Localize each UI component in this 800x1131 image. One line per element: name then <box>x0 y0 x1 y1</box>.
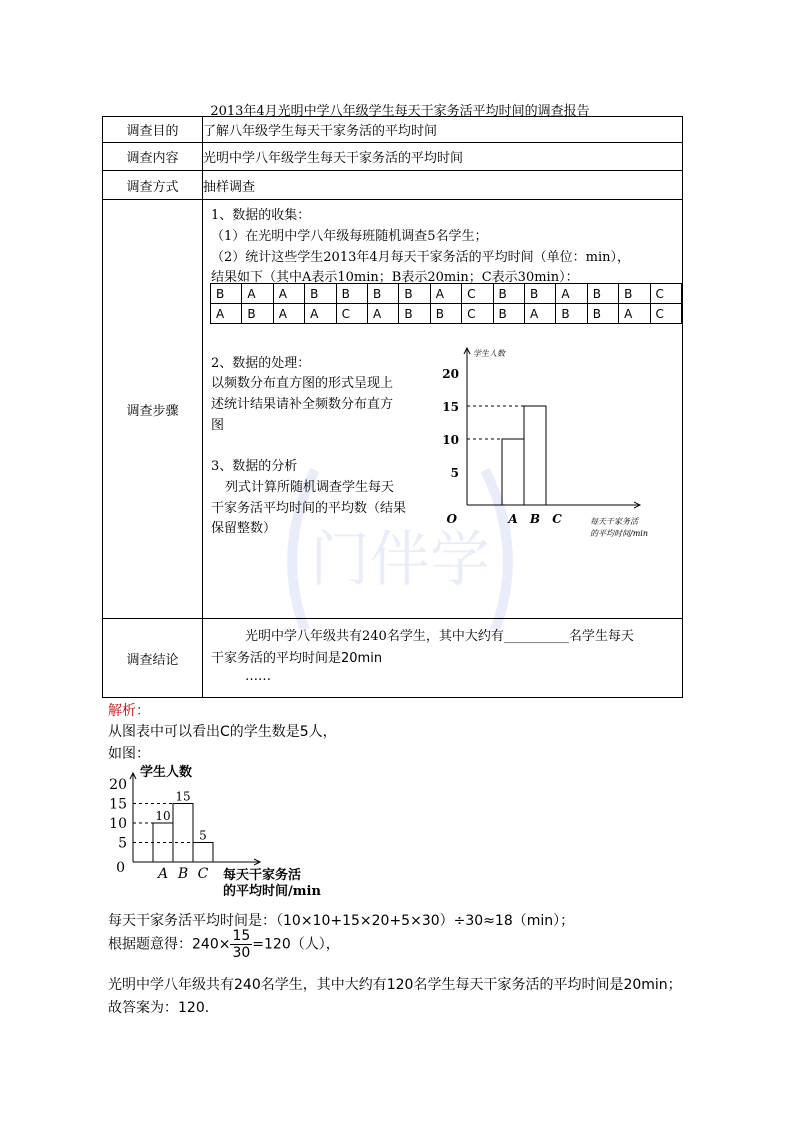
step-text: 干家务活平均时间的平均数（结果 <box>211 501 407 516</box>
data-cell: A <box>211 304 242 324</box>
row-label: 调查内容 <box>103 143 203 171</box>
data-cell: B <box>367 284 398 304</box>
step-text: （2）统计这些学生2013年4月每天干家务活的平均时间（单位：min）， <box>211 250 630 265</box>
x-axis-label: 每天干家务活 <box>223 868 302 883</box>
data-cell: A <box>619 304 650 324</box>
data-cell: B <box>305 284 336 304</box>
histogram-answer <box>108 763 338 908</box>
data-cell: B <box>336 284 367 304</box>
data-cell: C <box>650 284 682 304</box>
fraction-numerator: 15 <box>232 928 251 944</box>
steps-label: 调查步骤 <box>103 200 203 619</box>
data-cell: B <box>430 304 461 324</box>
bar-value-label: 5 <box>199 828 207 843</box>
data-cell: C <box>462 284 493 304</box>
origin-label: 0 <box>116 860 125 876</box>
data-cell: C <box>650 304 682 324</box>
data-cell: A <box>273 304 304 324</box>
origin-label: O <box>446 512 457 526</box>
data-cell: B <box>399 304 430 324</box>
solution-text: 如图： <box>108 746 150 762</box>
y-tick-label: 5 <box>450 466 459 480</box>
data-cell: B <box>619 284 650 304</box>
y-tick-label: 15 <box>442 400 459 414</box>
solution-calc: 每天干家务活平均时间是：（10×10+15×20+5×30）÷30≈18（min）； <box>108 913 575 929</box>
x-category-label: B <box>529 512 541 526</box>
step-text: 结果如下（其中A表示10min；B表示20min；C表示30min）： <box>211 270 579 285</box>
data-cell: B <box>399 284 430 304</box>
x-category-label: A <box>508 512 518 526</box>
data-cell: A <box>273 284 304 304</box>
data-cell: B <box>493 304 524 324</box>
data-cell: C <box>462 304 493 324</box>
y-axis-label: 学生人数 <box>140 765 193 780</box>
ratio-suffix: =120（人）， <box>252 936 340 953</box>
x-axis-label: 每天干家务活 <box>590 517 638 526</box>
bar-value-label: 15 <box>175 789 191 804</box>
data-row <box>211 284 682 304</box>
y-tick-label: 10 <box>442 433 459 447</box>
step-text: 述统计结果请补全频数分布直方 <box>211 397 394 412</box>
data-table <box>210 283 682 324</box>
bar <box>502 439 524 505</box>
report-row <box>103 171 683 200</box>
y-tick-label: 20 <box>109 777 127 793</box>
row-value: 抽样调查 <box>203 171 683 200</box>
step-text: （1）在光明中学八年级每班随机调查5名学生； <box>211 229 488 244</box>
conclusion-text: …… <box>245 669 271 684</box>
data-cell: B <box>242 304 273 324</box>
row-value: 光明中学八年级学生每天干家务活的平均时间 <box>203 143 683 171</box>
data-cell: A <box>367 304 398 324</box>
bar <box>173 804 193 863</box>
watermark-text: 门伴学 <box>310 525 490 595</box>
step-text: 以频数分布直方图的形式呈现上 <box>211 376 394 391</box>
data-cell: B <box>556 304 587 324</box>
data-cell: A <box>556 284 587 304</box>
data-row <box>211 304 682 324</box>
solution-text: 从图表中可以看出C的学生数是5人， <box>108 724 337 740</box>
step-text: 3、数据的分析 <box>211 459 298 474</box>
ratio-prefix: 根据题意得：240× <box>108 936 231 953</box>
data-cell: A <box>242 284 273 304</box>
report-row <box>103 117 683 143</box>
conclusion-content <box>203 619 682 697</box>
x-axis-label: 的平均时间/min <box>223 884 321 899</box>
y-tick-label: 10 <box>109 816 127 832</box>
y-axis-label: 学生人数 <box>473 349 505 358</box>
conclusion-label: 调查结论 <box>103 619 203 698</box>
row-label: 调查目的 <box>103 117 203 143</box>
data-cell: B <box>587 284 618 304</box>
histogram-question <box>425 340 675 550</box>
solution-heading: 解析： <box>108 703 150 719</box>
row-value: 了解八年级学生每天干家务活的平均时间 <box>203 117 683 143</box>
step-text: 保留整数） <box>211 521 277 536</box>
data-cell: A <box>524 304 555 324</box>
bar-value-label: 10 <box>155 809 171 823</box>
step-text: 2、数据的处理： <box>211 356 311 371</box>
bar <box>193 843 213 863</box>
solution-answer: 故答案为：120. <box>108 1000 210 1016</box>
x-category-label: A <box>157 866 169 882</box>
x-category-label: B <box>177 866 189 882</box>
x-category-label: C <box>552 512 562 526</box>
data-cell: B <box>587 304 618 324</box>
data-cell: B <box>493 284 524 304</box>
y-tick-label: 15 <box>109 796 127 813</box>
x-category-label: C <box>197 866 209 882</box>
step-text: 1、数据的收集： <box>211 208 311 223</box>
fraction-denominator: 30 <box>232 945 251 961</box>
data-cell: B <box>211 284 242 304</box>
conclusion-text: 光明中学八年级共有240名学生，其中大约有__________名学生每天 <box>245 629 634 644</box>
bar <box>524 406 546 505</box>
report-row <box>103 143 683 171</box>
step-text: 列式计算所随机调查学生每天 <box>225 480 395 495</box>
conclusion-text: 干家务活的平均时间是20min <box>211 651 383 666</box>
solution-ratio <box>108 928 340 961</box>
data-cell: A <box>430 284 461 304</box>
data-cell: C <box>336 304 367 324</box>
data-cell: A <box>305 304 336 324</box>
fraction <box>230 928 252 961</box>
report-title: 2013年4月光明中学八年级学生每天干家务活平均时间的调查报告 <box>210 104 590 119</box>
solution-final: 光明中学八年级共有240名学生，其中大约有120名学生每天干家务活的平均时间是20min； <box>108 977 682 993</box>
conclusion-row <box>103 619 683 698</box>
x-axis-label: 的平均时间/min <box>590 529 648 538</box>
step-text: 图 <box>211 418 225 433</box>
row-label: 调查方式 <box>103 171 203 200</box>
data-cell: B <box>524 284 555 304</box>
y-tick-label: 20 <box>442 367 459 381</box>
y-tick-label: 5 <box>118 835 127 852</box>
